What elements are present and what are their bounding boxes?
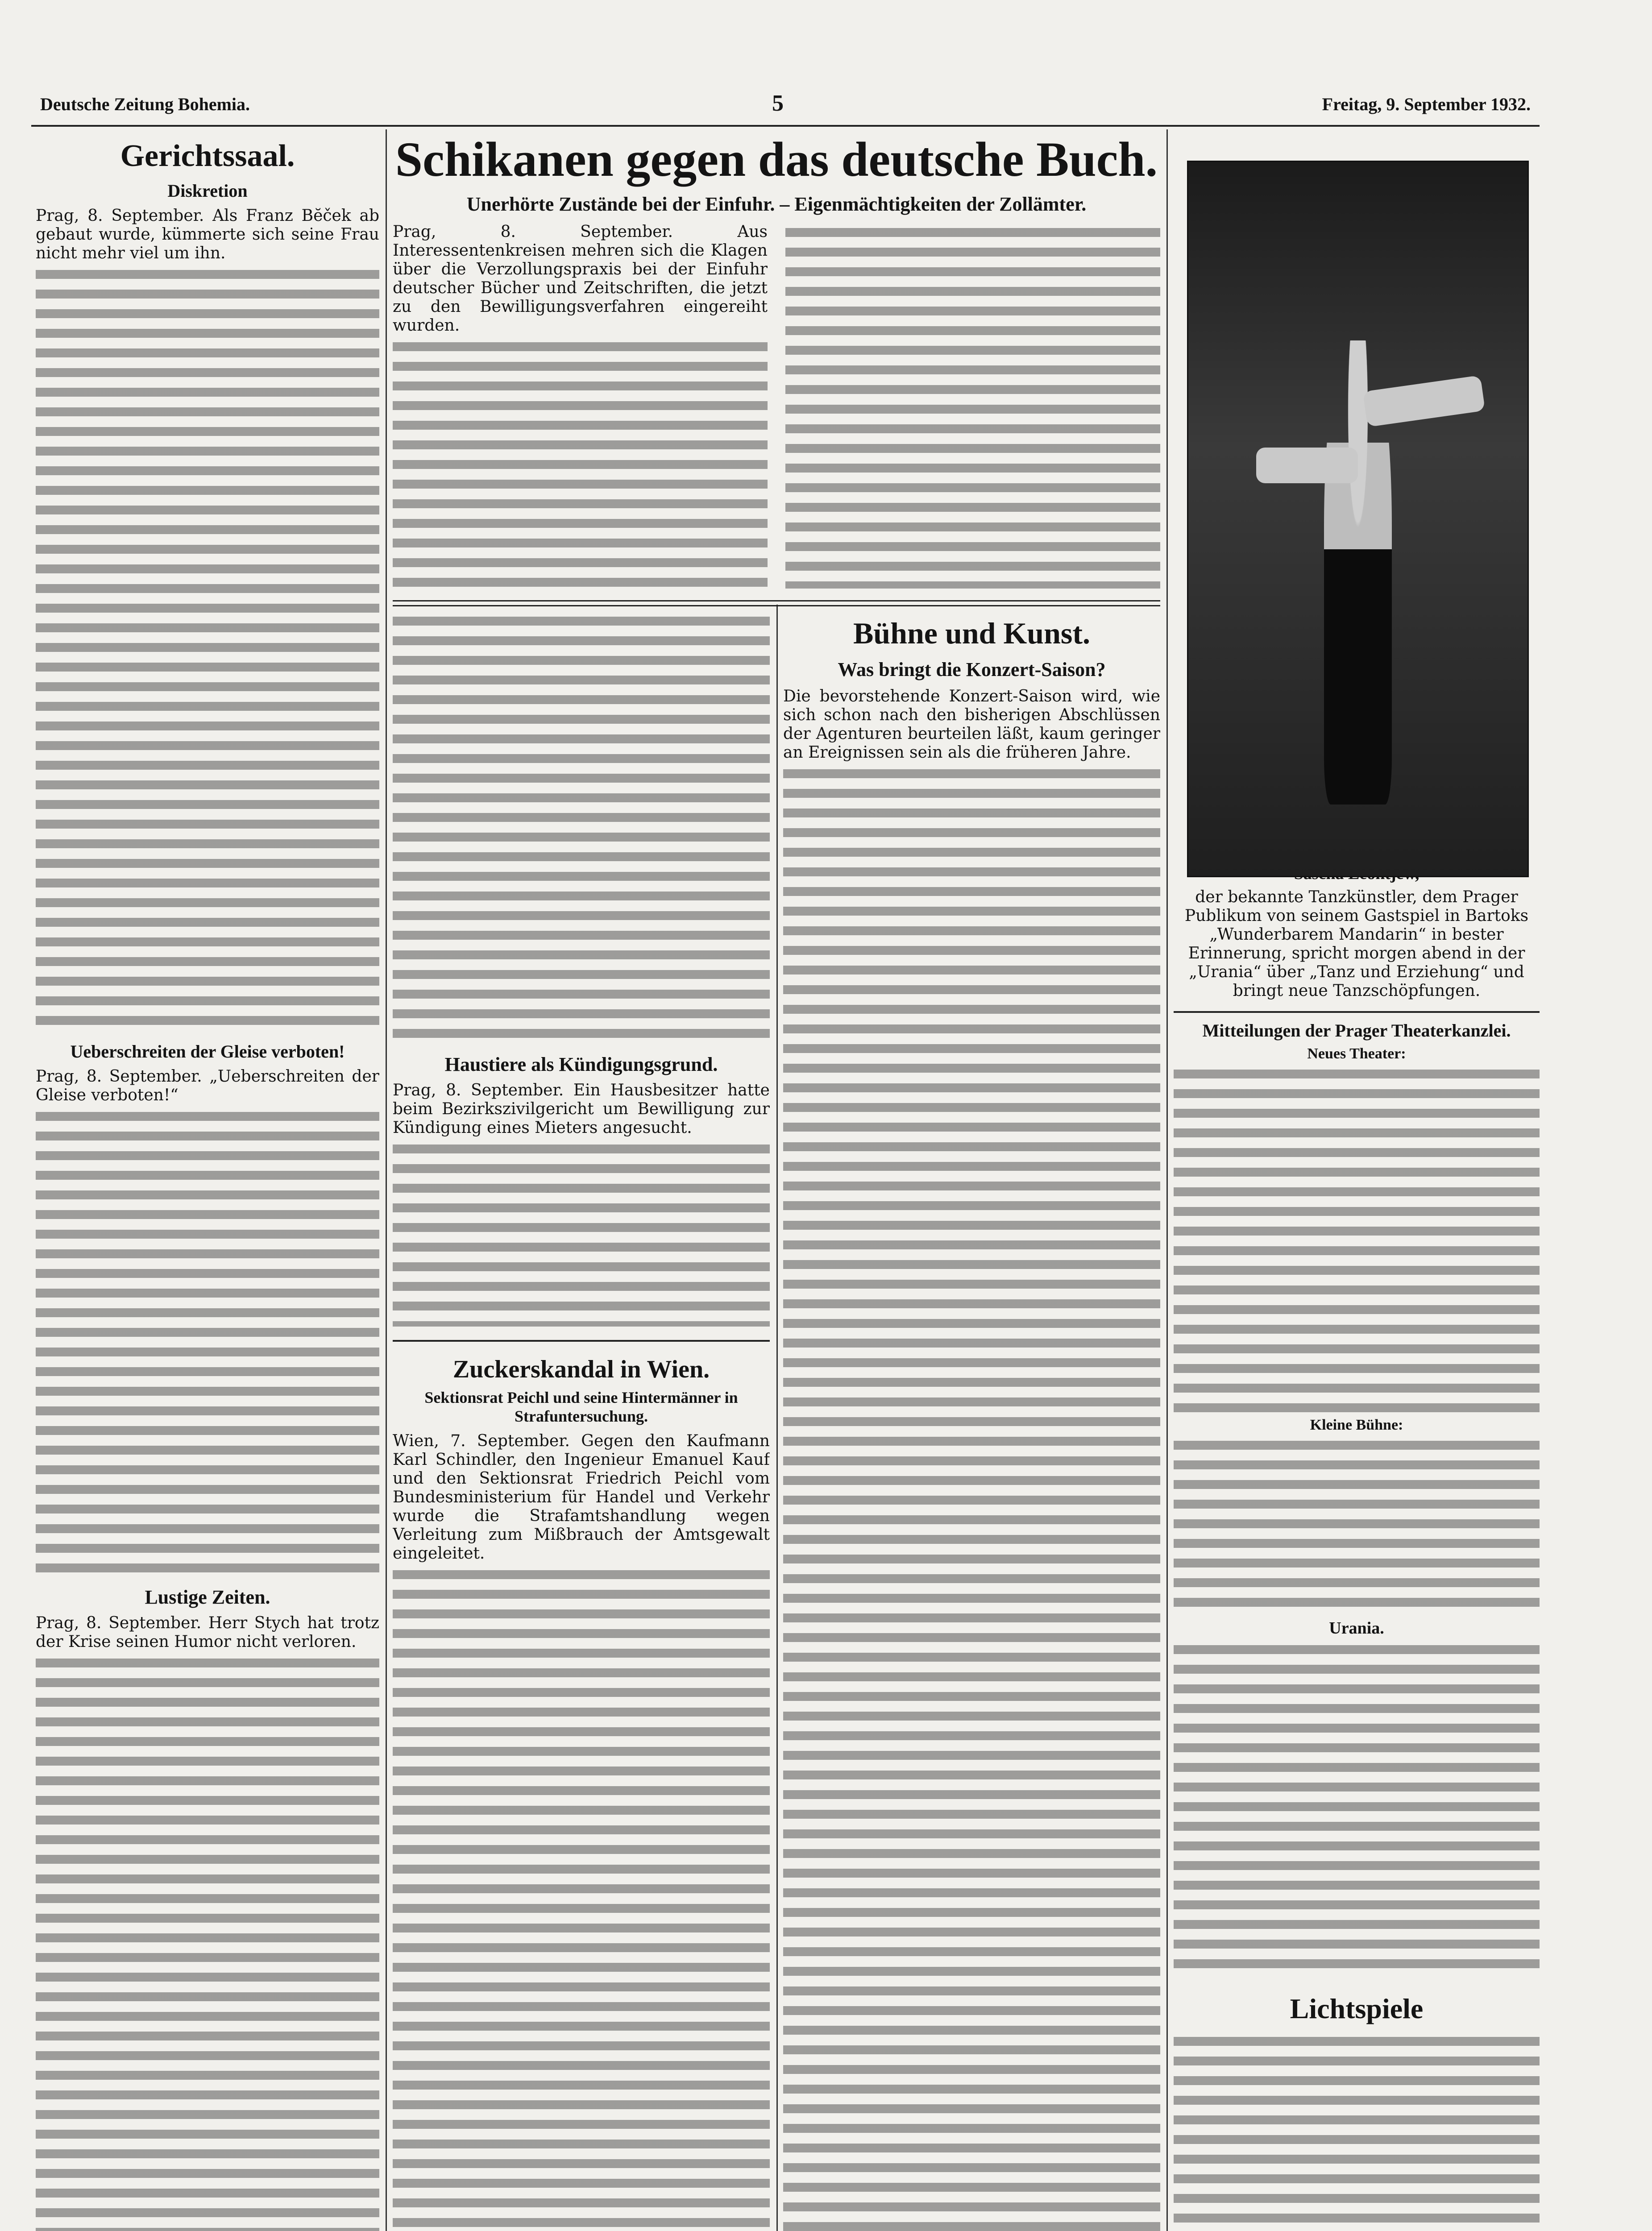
article-title: Diskretion [167, 181, 248, 201]
article-lead: Prag, 8. September. Ein Hausbesitzer hatte beim Bezirkszivilgericht um Bewilligung zur Kündigung eines Mieters angesucht. [393, 1081, 770, 1137]
article-body [393, 1565, 770, 2231]
article-body [393, 611, 770, 1044]
separator [393, 1340, 770, 1342]
main-article-lead: Prag, 8. September. Aus Interessentenkreisen mehren sich die Klagen über die Verzollungspraxis bei der Einfuhr deutscher Bücher und Zeitschriften, die jetzt zu den Bewilligungsverfahren eingereiht wurden. [393, 222, 768, 335]
urania-listings [1174, 1640, 1540, 1979]
article-body [36, 1653, 379, 2231]
page-number: 5 [772, 91, 784, 116]
main-article-columns [393, 223, 1160, 589]
article-lead: Wien, 7. September. Gegen den Kaufmann Karl Schindler, den Ingenieur Emanuel Kauf und den Sektionsrat Friedrich Peichl vom Bundesministerium für Handel und Verkehr wurde die Strafamtshandlung wegen Verleitung zum Mißbrauch der Amtsgewalt eingeleitet. [393, 1432, 770, 1563]
article-body [783, 764, 1160, 2231]
main-article [393, 129, 1160, 602]
article-lead: Prag, 8. September. Herr Stych hat trotz der Krise seinen Humor nicht verloren. [36, 1614, 379, 1651]
main-article-col-2 [785, 223, 1160, 589]
article-body [36, 1107, 379, 1575]
column-rule [386, 129, 387, 2231]
article-title: Ueberschreiten der Gleise verboten! [70, 1041, 345, 1062]
page-header [31, 89, 1540, 127]
article-title: Zuckerskandal in Wien. [452, 1356, 710, 1383]
column-4 [1174, 134, 1540, 2231]
section-title: Bühne und Kunst. [853, 616, 1091, 650]
column-rule [1166, 129, 1168, 2231]
separator [1174, 1011, 1540, 1013]
cinema-listings [1174, 2032, 1540, 2231]
main-subheadline: Unerhörte Zustände bei der Einfuhr. – Eigenmächtigkeiten der Zollämter. [466, 193, 1087, 215]
section-title: Mitteilungen der Prager Theaterkanzlei. [1202, 1020, 1511, 1041]
column-2-lower [393, 611, 770, 2231]
main-article-body [393, 337, 768, 587]
section-title: Lichtspiele [1290, 1993, 1424, 2024]
article-body [393, 1139, 770, 1327]
article-title: Was bringt die Konzert-Saison? [838, 659, 1106, 680]
dancer-arm [1256, 448, 1358, 483]
column-rule [776, 605, 778, 2231]
theater-listings [1174, 1435, 1540, 1614]
article-lead: Prag, 8. September. „Ueberschreiten der Gleise verboten!“ [36, 1067, 379, 1104]
subsection-title: Neues Theater: [1307, 1045, 1406, 1062]
section-title: Gerichtssaal. [120, 139, 295, 173]
issue-date: Freitag, 9. September 1932. [1322, 94, 1531, 114]
separator [393, 600, 1160, 606]
column-buehne-und-kunst [783, 611, 1160, 2231]
main-article-body [785, 223, 1160, 589]
main-article-col-1 [393, 223, 768, 589]
photo-sascha-leontjew [1187, 161, 1529, 877]
main-headline: Schikanen gegen das deutsche Buch. [395, 132, 1158, 187]
photo-caption-text: der bekannte Tanzkünstler, dem Prager Publikum von seinem Gastspiel in Bartoks „Wunderbarem Mandarin“ in bester Erinnerung, spricht morgen abend in der „Urania“ über „Tanz und Erziehung“ und bringt neue Tanzschöpfungen. [1184, 888, 1529, 1000]
theater-listings [1174, 1064, 1540, 1412]
article-lead: Die bevorstehende Konzert-Saison wird, wie sich schon nach den bisherigen Abschlüssen der Agenturen beurteilen läßt, kaum geringer an Ereignissen sein als die früheren Jahre. [783, 687, 1160, 762]
subsection-title: Kleine Bühne: [1310, 1417, 1403, 1433]
article-title: Haustiere als Kündigungsgrund. [444, 1053, 718, 1075]
article-body [36, 265, 379, 1032]
column-gerichtssaal [36, 134, 379, 2231]
article-lead: Prag, 8. September. Als Franz Bĕček ab gebaut wurde, kümmerte sich seine Frau nicht mehr viel um ihn. [36, 207, 379, 262]
paper-name: Deutsche Zeitung Bohemia. [40, 94, 250, 114]
subsection-title: Urania. [1329, 1619, 1384, 1638]
article-title: Lustige Zeiten. [145, 1586, 270, 1608]
article-subtitle: Sektionsrat Peichl und seine Hintermänner in Strafuntersuchung. [424, 1389, 738, 1425]
